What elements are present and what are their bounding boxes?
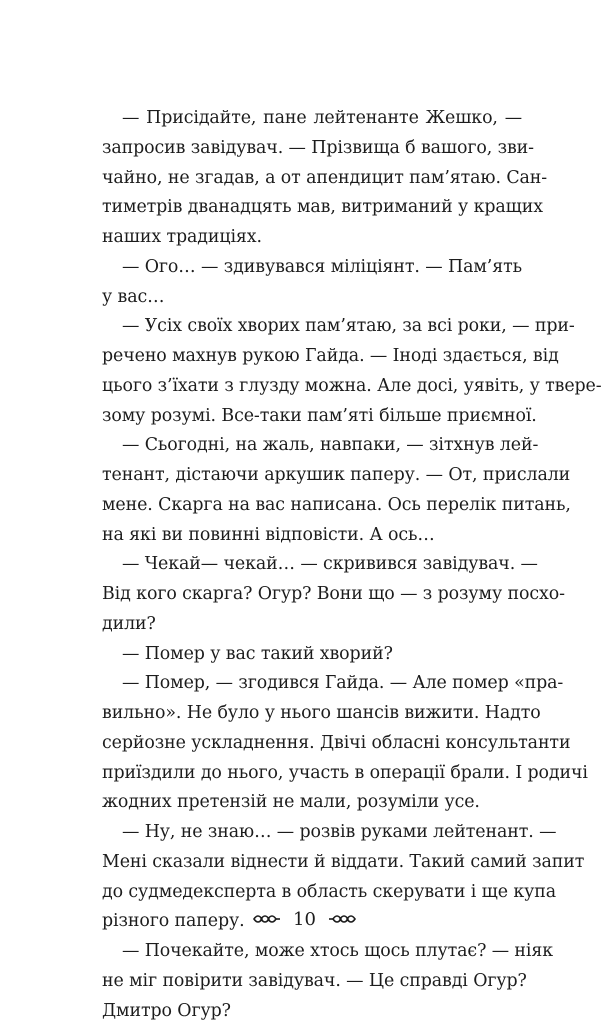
- paragraph: [102, 104, 522, 253]
- text-line: різного паперу.: [102, 907, 522, 937]
- text-line: — Присідайте, пане лейтенанте Жешко, —: [102, 104, 522, 134]
- text-line: мене. Скарга на вас написана. Ось перелік питань,: [102, 491, 522, 521]
- text-line: чайно, не згадав, а от апендицит пам’ятаю. Сан-: [102, 164, 522, 194]
- paragraph: [102, 253, 522, 313]
- text-line: — Почекайте, може хтось щось плутає? — ніяк: [102, 937, 522, 967]
- text-line: тенант, дістаючи аркушик паперу. — От, прислали: [102, 461, 522, 491]
- paragraph: [102, 669, 522, 818]
- page-number: 10: [293, 909, 316, 930]
- text-line: — Помер, — згодився Гайда. — Але помер «пра-: [102, 669, 522, 699]
- text-line: жодних претензій не мали, розуміли усе.: [102, 788, 522, 818]
- body-text: [102, 104, 522, 1026]
- right-ornament-icon: [328, 910, 358, 928]
- paragraph: [102, 550, 522, 639]
- text-line: приїздили до нього, участь в операції брали. І родичі: [102, 759, 522, 789]
- paragraph: [102, 431, 522, 550]
- paragraph: [102, 640, 522, 670]
- text-line: зому розумі. Все-таки пам’яті більше приємної.: [102, 402, 522, 432]
- paragraph: [102, 312, 522, 431]
- text-line: тиметрів дванадцять мав, витриманий у кращих: [102, 193, 522, 223]
- page-footer: [0, 908, 609, 930]
- text-line: Дмитро Огур?: [102, 997, 522, 1026]
- text-line: вильно». Не було у нього шансів вижити. Надто: [102, 699, 522, 729]
- text-line: — Ого… — здивувався міліціянт. — Пам’ять: [102, 253, 522, 283]
- text-line: серйозне ускладнення. Двічі обласні консультанти: [102, 729, 522, 759]
- text-line: не міг повірити завідувач. — Це справді Огур?: [102, 967, 522, 997]
- text-line: дили?: [102, 610, 522, 640]
- text-line: наших традиціях.: [102, 223, 522, 253]
- text-line: — Помер у вас такий хворий?: [102, 640, 522, 670]
- left-ornament-icon: [251, 910, 281, 928]
- text-line: — Усіх своїх хворих пам’ятаю, за всі роки, — при-: [102, 312, 522, 342]
- text-line: на які ви повинні відповісти. А ось…: [102, 521, 522, 551]
- text-line: у вас…: [102, 283, 522, 313]
- text-line: речено махнув рукою Гайда. — Іноді здається, від: [102, 342, 522, 372]
- text-line: — Ну, не знаю… — розвів руками лейтенант. —: [102, 818, 522, 848]
- paragraph: [102, 937, 522, 1026]
- text-line: — Сьогодні, на жаль, навпаки, — зітхнув лей-: [102, 431, 522, 461]
- text-line: — Чекай— чекай… — скривився завідувач. —: [102, 550, 522, 580]
- text-line: Від кого скарга? Огур? Вони що — з розуму посхо-: [102, 580, 522, 610]
- text-line: запросив завідувач. — Прізвища б вашого, зви-: [102, 134, 522, 164]
- text-line: Мені сказали віднести й віддати. Такий самий запит: [102, 848, 522, 878]
- text-line: цього з’їхати з глузду можна. Але досі, уявіть, у твере-: [102, 372, 522, 402]
- text-line: до судмедексперта в область скерувати і ще купа: [102, 878, 522, 908]
